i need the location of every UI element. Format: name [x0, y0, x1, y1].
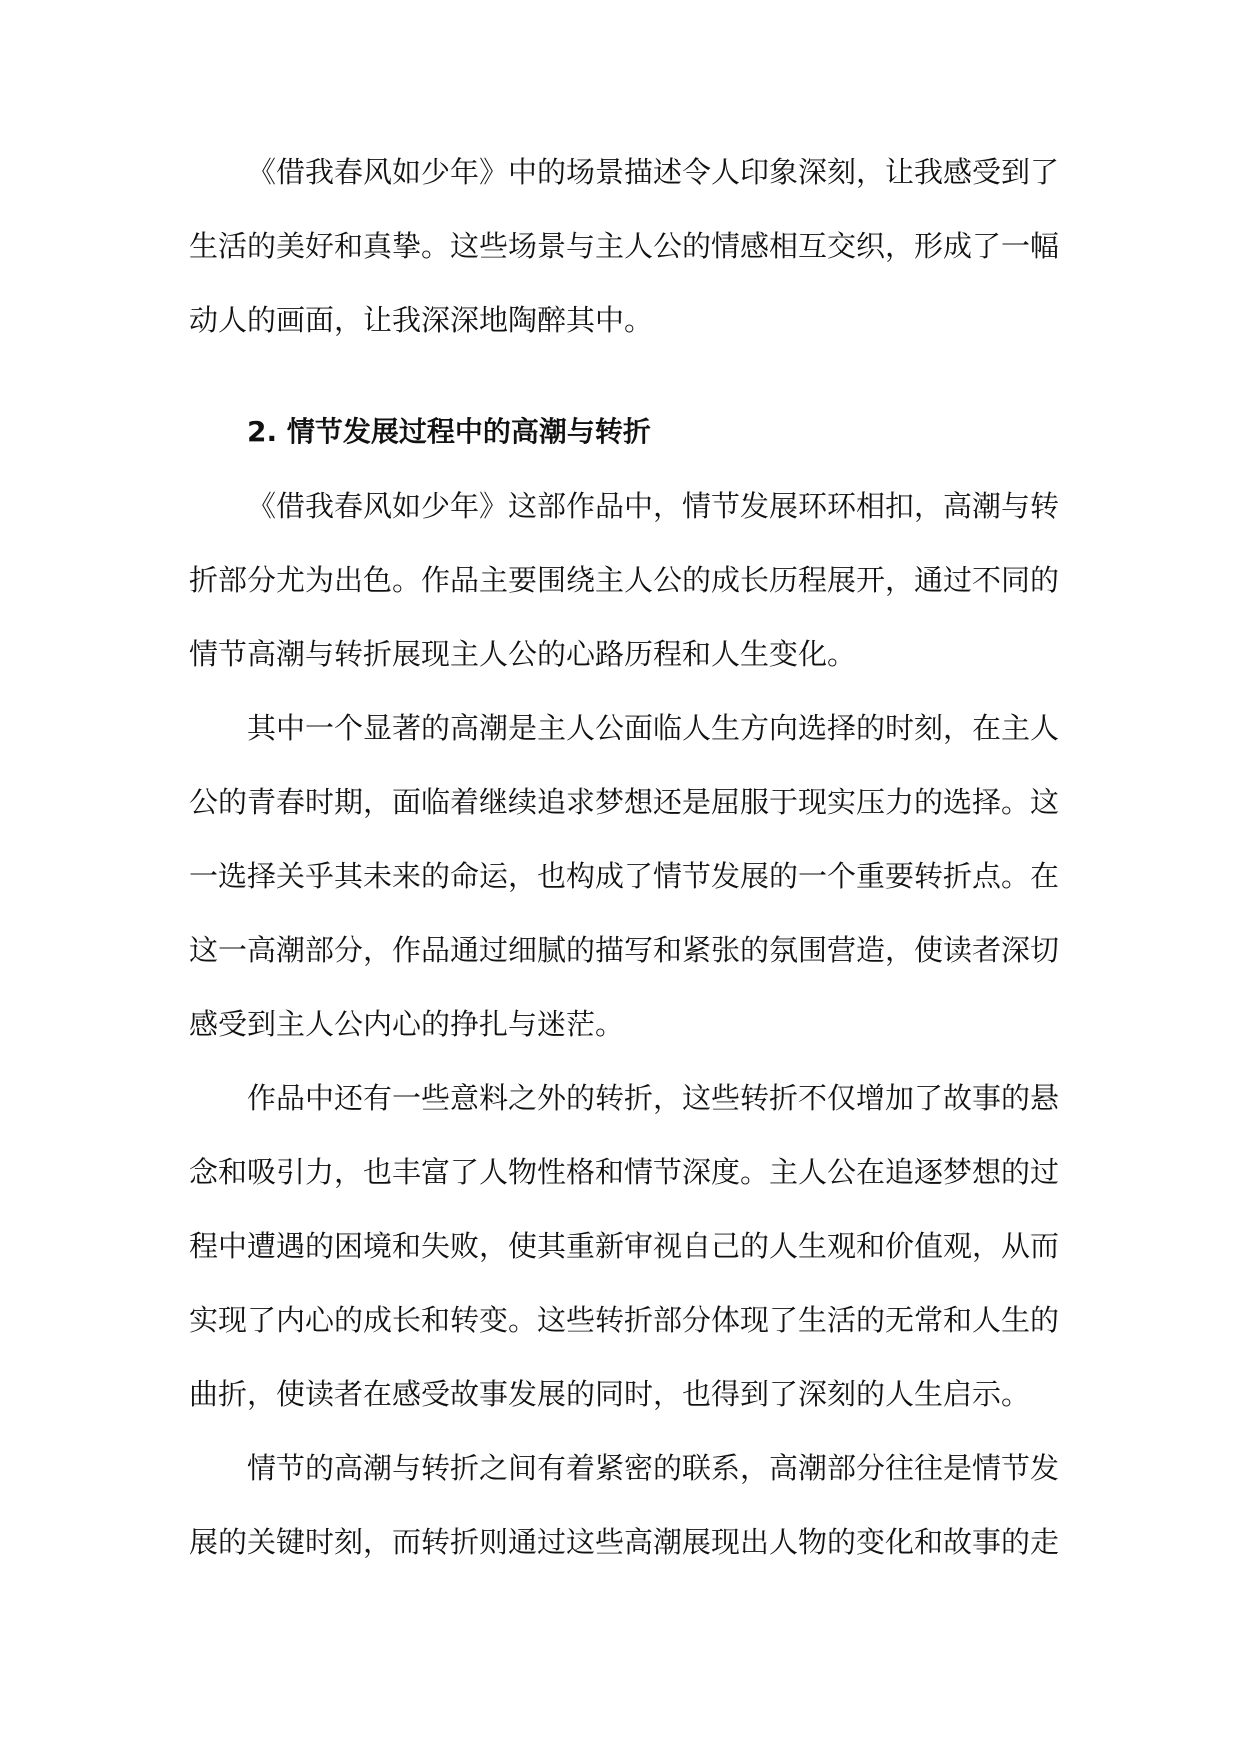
paragraph-4-line-5: 曲折，使读者在感受故事发展的同时，也得到了深刻的人生启示。: [189, 1377, 1031, 1411]
paragraph-4-line-3: 程中遭遇的困境和失败，使其重新审视自己的人生观和价值观，从而: [189, 1229, 1060, 1263]
section-heading: 2. 情节发展过程中的高潮与转折: [247, 415, 651, 448]
paragraph-3-line-5: 感受到主人公内心的挣扎与迷茫。: [189, 1007, 625, 1041]
paragraph-2-line-1: 《借我春风如少年》这部作品中，情节发展环环相扣，高潮与转: [247, 489, 1060, 523]
paragraph-4-line-4: 实现了内心的成长和转变。这些转折部分体现了生活的无常和人生的: [189, 1303, 1060, 1337]
paragraph-2-line-3: 情节高潮与转折展现主人公的心路历程和人生变化。: [189, 637, 857, 671]
paragraph-5-line-1: 情节的高潮与转折之间有着紧密的联系，高潮部分往往是情节发: [247, 1451, 1060, 1485]
paragraph-2-line-2: 折部分尤为出色。作品主要围绕主人公的成长历程展开，通过不同的: [189, 563, 1060, 597]
paragraph-1-line-3: 动人的画面，让我深深地陶醉其中。: [189, 303, 654, 337]
paragraph-3-line-3: 一选择关乎其未来的命运，也构成了情节发展的一个重要转折点。在: [189, 859, 1060, 893]
paragraph-4-line-1: 作品中还有一些意料之外的转折，这些转折不仅增加了故事的悬: [247, 1081, 1060, 1115]
paragraph-3-line-1: 其中一个显著的高潮是主人公面临人生方向选择的时刻，在主人: [247, 711, 1060, 745]
paragraph-5-line-2: 展的关键时刻，而转折则通过这些高潮展现出人物的变化和故事的走: [189, 1525, 1060, 1559]
paragraph-1-line-1: 《借我春风如少年》中的场景描述令人印象深刻，让我感受到了: [247, 155, 1060, 189]
paragraph-1-line-2: 生活的美好和真挚。这些场景与主人公的情感相互交织，形成了一幅: [189, 229, 1060, 263]
paragraph-3-line-4: 这一高潮部分，作品通过细腻的描写和紧张的氛围营造，使读者深切: [189, 933, 1060, 967]
paragraph-4-line-2: 念和吸引力，也丰富了人物性格和情节深度。主人公在追逐梦想的过: [189, 1155, 1060, 1189]
paragraph-3-line-2: 公的青春时期，面临着继续追求梦想还是屈服于现实压力的选择。这: [189, 785, 1060, 819]
